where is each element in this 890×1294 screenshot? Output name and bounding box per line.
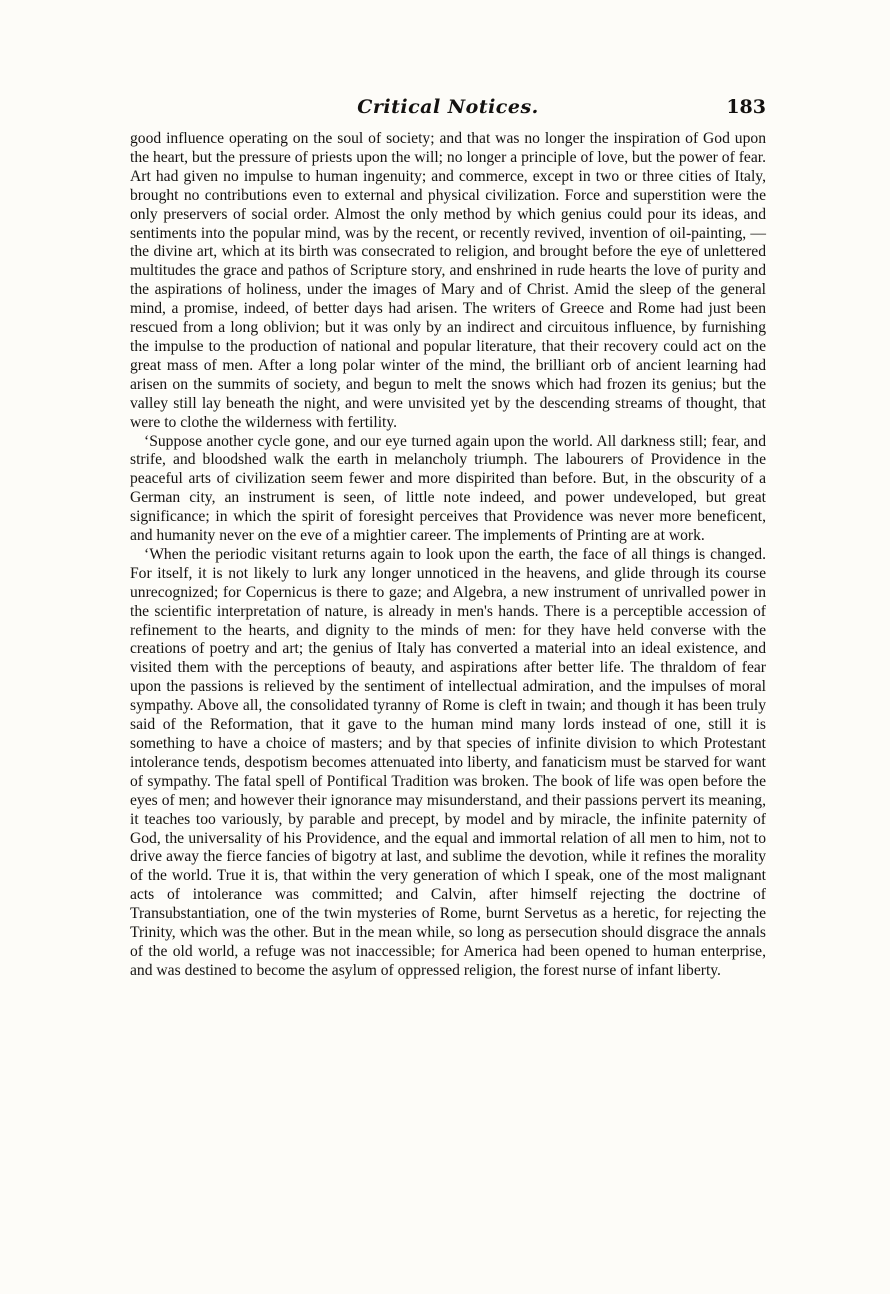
paragraph-3: ‘When the periodic visitant returns again to look upon the earth, the face of all things is changed. For itself, it is not likely to lurk any longer unnoticed in the heavens, and glide through its course unrecognized; for Copernicus is there to gaze; and Algebra, a new instrument of unrivalled power in the scientific interpretation of nature, is already in men's hands. There is a perceptible accession of refinement to the hearts, and dignity to the minds of men: for they have held converse with the creations of poetry and art; the genius of Italy has converted a material into an ideal existence, and visited them with the perceptions of beauty, and aspirations after better life. The thraldom of fear upon the passions is relieved by the sentiment of intellectual admiration, and the impulses of moral sympathy. Above all, the consolidated tyranny of Rome is cleft in twain; and though it has been truly said of the Reformation, that it gave to the human mind many lords instead of one, still it is something to have a choice of masters; and by that species of infinite division to which Protestant intolerance tends, despotism becomes attenuated into liberty, and fanaticism must be starved for want of sympathy. The fatal spell of Pontifical Tradition was broken. The book of life was open before the eyes of men; and however their ignorance may misunderstand, and their passions pervert its meaning, it teaches too variously, by parable and precept, by model and by miracle, the infinite paternity of God, the universality of his Providence, and the equal and immortal relation of all men to him, not to drive away the fierce fancies of bigotry at last, and sublime the devotion, while it refines the morality of the world. True it is, that within the very generation of which I speak, one of the most malignant acts of intolerance was committed; and Calvin, after himself rejecting the doctrine of Transubstantiation, one of the twin mysteries of Rome, burnt Servetus as a heretic, for rejecting the Trinity, which was the other. But in the mean while, so long as persecution should disgrace the annals of the old world, a refuge was not inaccessible; for America had been opened to human enterprise, and was destined to become the asylum of oppressed religion, the forest nurse of infant liberty. (130, 545, 766, 979)
running-head (130, 96, 766, 126)
running-title: Critical Notices. (357, 96, 539, 118)
body-text (130, 130, 766, 1190)
paragraph-1: good influence operating on the soul of society; and that was no longer the inspiration of God upon the heart, but the pressure of priests upon the will; no longer a principle of love, but the power of fear. Art had given no impulse to human ingenuity; and commerce, except in two or three cities of Italy, brought no contributions even to external and physical civilization. Force and superstition were the only preservers of social order. Almost the only method by which genius could pour its ideas, and sentiments into the popular mind, was by the recent, or recently revived, invention of oil-painting, —the divine art, which at its birth was consecrated to religion, and brought before the eye of unlettered multitudes the grace and pathos of Scripture story, and enshrined in rude hearts the love of purity and the aspirations of holiness, under the images of Mary and of Christ. Amid the sleep of the general mind, a promise, indeed, of better days had arisen. The writers of Greece and Rome had just been rescued from a long oblivion; but it was only by an indirect and circuitous influence, by furnishing the impulse to the production of national and popular literature, that their recovery could act on the great mass of men. After a long polar winter of the mind, the brilliant orb of ancient learning had arisen on the summits of society, and begun to melt the snows which had frozen its genius; but the valley still lay beneath the night, and were unvisited yet by the descending streams of thought, that were to clothe the wilderness with fertility. (130, 130, 766, 431)
page-number: 183 (726, 96, 766, 118)
paragraph-2: ‘Suppose another cycle gone, and our eye turned again upon the world. All darkness still; fear, and strife, and bloodshed walk the earth in melancholy triumph. The labourers of Providence in the peaceful arts of civilization seem fewer and more dispirited than before. But, in the obscurity of a German city, an instrument is seen, of little note indeed, and power undeveloped, but great significance; in which the spirit of foresight perceives that Providence was never more beneficent, and humanity never on the eve of a mightier career. The implements of Printing are at work. (130, 432, 766, 545)
